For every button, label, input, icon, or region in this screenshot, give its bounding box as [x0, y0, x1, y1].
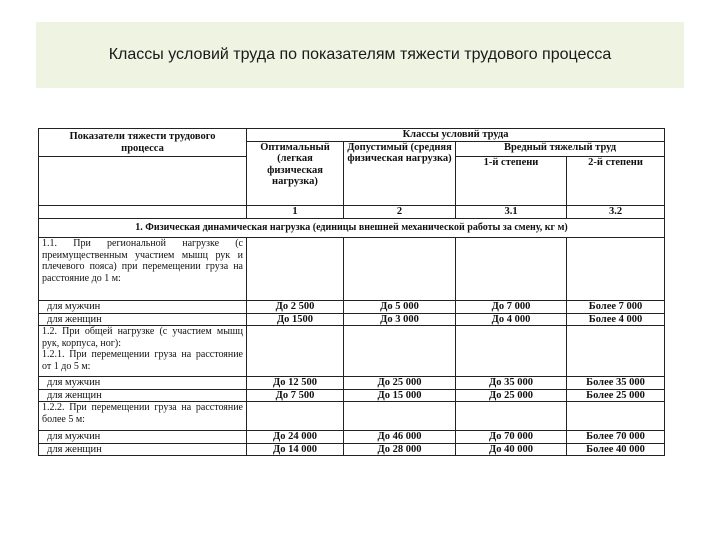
empty-cell	[247, 402, 344, 431]
page-title: Классы условий труда по показателям тяжести трудового процесса	[108, 46, 612, 63]
table-row	[39, 326, 665, 377]
value-degree-1: До 35 000	[456, 377, 567, 390]
value-optimal: До 1500	[247, 313, 344, 326]
value-acceptable: До 25 000	[344, 377, 456, 390]
empty-cell	[456, 326, 567, 377]
subsection-1-2-1-text: 1.2.1. При перемещении груза на расстояние от 1 до 5 м:	[42, 349, 243, 372]
header-acceptable: Допустимый (средняя физическая нагрузка)	[344, 141, 456, 206]
table-row	[39, 443, 665, 456]
row-label: для женщин	[39, 443, 247, 456]
table-row	[39, 238, 665, 301]
number-cell-3-1: 3.1	[456, 206, 567, 219]
header-indicators-spacer	[39, 157, 247, 206]
empty-cell	[247, 326, 344, 377]
value-acceptable: До 3 000	[344, 313, 456, 326]
value-degree-2: Более 25 000	[567, 389, 665, 402]
header-harmful: Вредный тяжелый труд	[456, 141, 665, 157]
table-row	[39, 313, 665, 326]
empty-cell	[344, 326, 456, 377]
empty-cell	[567, 238, 665, 301]
value-optimal: До 12 500	[247, 377, 344, 390]
row-label: для женщин	[39, 313, 247, 326]
table-row	[39, 402, 665, 431]
value-optimal: До 14 000	[247, 443, 344, 456]
value-acceptable: До 5 000	[344, 301, 456, 314]
value-degree-2: Более 35 000	[567, 377, 665, 390]
table-number-row	[39, 206, 665, 219]
empty-cell	[567, 326, 665, 377]
table-row	[39, 377, 665, 390]
empty-cell	[344, 238, 456, 301]
value-degree-1: До 7 000	[456, 301, 567, 314]
table-row	[39, 301, 665, 314]
value-optimal: До 24 000	[247, 431, 344, 444]
value-acceptable: До 28 000	[344, 443, 456, 456]
empty-cell	[344, 402, 456, 431]
value-degree-1: До 40 000	[456, 443, 567, 456]
empty-cell	[247, 238, 344, 301]
empty-cell	[456, 402, 567, 431]
header-degree-1: 1-й степени	[456, 157, 567, 206]
value-degree-2: Более 4 000	[567, 313, 665, 326]
number-cell-2: 2	[344, 206, 456, 219]
empty-cell	[567, 402, 665, 431]
row-label: для мужчин	[39, 431, 247, 444]
section-1-row	[39, 219, 665, 238]
subsection-1-1: 1.1. При региональной нагрузке (с преимущественным участием мышц рук и плечевого пояса) при перемещении груза на расстояние до 1 м:	[39, 238, 247, 301]
value-degree-2: Более 7 000	[567, 301, 665, 314]
value-degree-1: До 70 000	[456, 431, 567, 444]
table-row	[39, 389, 665, 402]
number-cell-3-2: 3.2	[567, 206, 665, 219]
title-banner	[36, 22, 684, 88]
value-acceptable: До 46 000	[344, 431, 456, 444]
header-indicators: Показатели тяжести трудового процесса	[39, 129, 247, 157]
section-1-title: 1. Физическая динамическая нагрузка (единицы внешней механической работы за смену, кг м)	[39, 219, 665, 238]
number-cell-empty	[39, 206, 247, 219]
row-label: для женщин	[39, 389, 247, 402]
value-degree-1: До 4 000	[456, 313, 567, 326]
subsection-1-2-2: 1.2.2. При перемещении груза на расстояние более 5 м:	[39, 402, 247, 431]
subsection-1-2-text: 1.2. При общей нагрузке (с участием мышц рук, корпуса, ног):	[42, 326, 243, 349]
header-degree-2: 2-й степени	[567, 157, 665, 206]
empty-cell	[456, 238, 567, 301]
row-label: для мужчин	[39, 377, 247, 390]
value-degree-2: Более 70 000	[567, 431, 665, 444]
number-cell-1: 1	[247, 206, 344, 219]
value-degree-2: Более 40 000	[567, 443, 665, 456]
table-row	[39, 431, 665, 444]
value-optimal: До 2 500	[247, 301, 344, 314]
table-header-row-1	[39, 129, 665, 142]
value-acceptable: До 15 000	[344, 389, 456, 402]
value-optimal: До 7 500	[247, 389, 344, 402]
header-classes: Классы условий труда	[247, 129, 665, 142]
value-degree-1: До 25 000	[456, 389, 567, 402]
work-conditions-table	[38, 128, 665, 456]
subsection-1-2	[39, 326, 247, 377]
header-optimal: Оптимальный (легкая физическая нагрузка)	[247, 141, 344, 206]
row-label: для мужчин	[39, 301, 247, 314]
